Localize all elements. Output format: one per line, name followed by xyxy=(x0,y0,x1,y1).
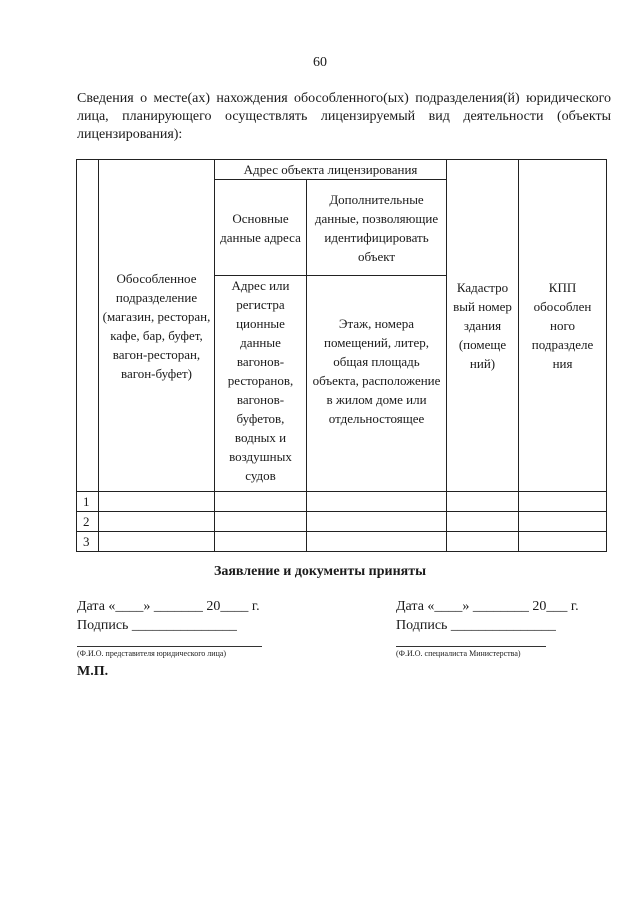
right-caption: (Ф.И.О. специалиста Министерства) xyxy=(396,649,521,658)
table-row xyxy=(77,492,607,512)
header-address-group: Адрес объекта лицензирования xyxy=(215,160,447,180)
licensing-objects-table xyxy=(76,159,607,552)
header-unit: Обособленное подразделение (магазин, ресторан, кафе, бар, буфет, вагон-ресторан, вагон-буфет) xyxy=(99,160,215,492)
header-cadastral: Кадастро вый номер здания (помеще ний) xyxy=(447,160,519,492)
right-signature-block xyxy=(396,597,579,635)
table-row xyxy=(77,512,607,532)
stamp-place: М.П. xyxy=(77,664,109,679)
header-kpp: КПП обособлен ного подразделе ния xyxy=(519,160,607,492)
accepted-title: Заявление и документы приняты xyxy=(213,564,427,579)
left-signature-block xyxy=(77,597,260,635)
intro-text: Сведения о месте(ах) нахождения обособленного(ых) подразделения(й) юридического лица, планирующего осуществлять лицензируемый вид деятельности (объекты лицензирования): xyxy=(77,91,611,142)
header-registration: Адрес или регистра ционные данные вагонов-ресторанов, вагонов-буфетов, водных и воздушных судов xyxy=(215,276,307,492)
header-main-address: Основные данные адреса xyxy=(215,180,307,276)
right-sign-label: Подпись _______________ xyxy=(396,618,556,633)
left-name-line xyxy=(77,646,262,647)
right-date-label: Дата «____» ________ 20___ г. xyxy=(396,599,579,614)
right-name-line xyxy=(396,646,546,647)
header-extra-data: Дополнительные данные, позволяющие идентифицировать объект xyxy=(307,180,447,276)
left-caption: (Ф.И.О. представителя юридического лица) xyxy=(77,649,227,658)
index-header xyxy=(77,160,99,492)
header-floor: Этаж, номера помещений, литер, общая площадь объекта, расположение в жилом доме или отдельностоящее xyxy=(307,276,447,492)
row-number: 3 xyxy=(77,532,99,552)
row-number: 1 xyxy=(77,492,99,512)
left-sign-label: Подпись _______________ xyxy=(77,618,237,633)
row-number: 2 xyxy=(77,512,99,532)
table-row xyxy=(77,532,607,552)
page-number: 60 xyxy=(313,55,327,70)
left-date-label: Дата «____» _______ 20____ г. xyxy=(77,599,260,614)
